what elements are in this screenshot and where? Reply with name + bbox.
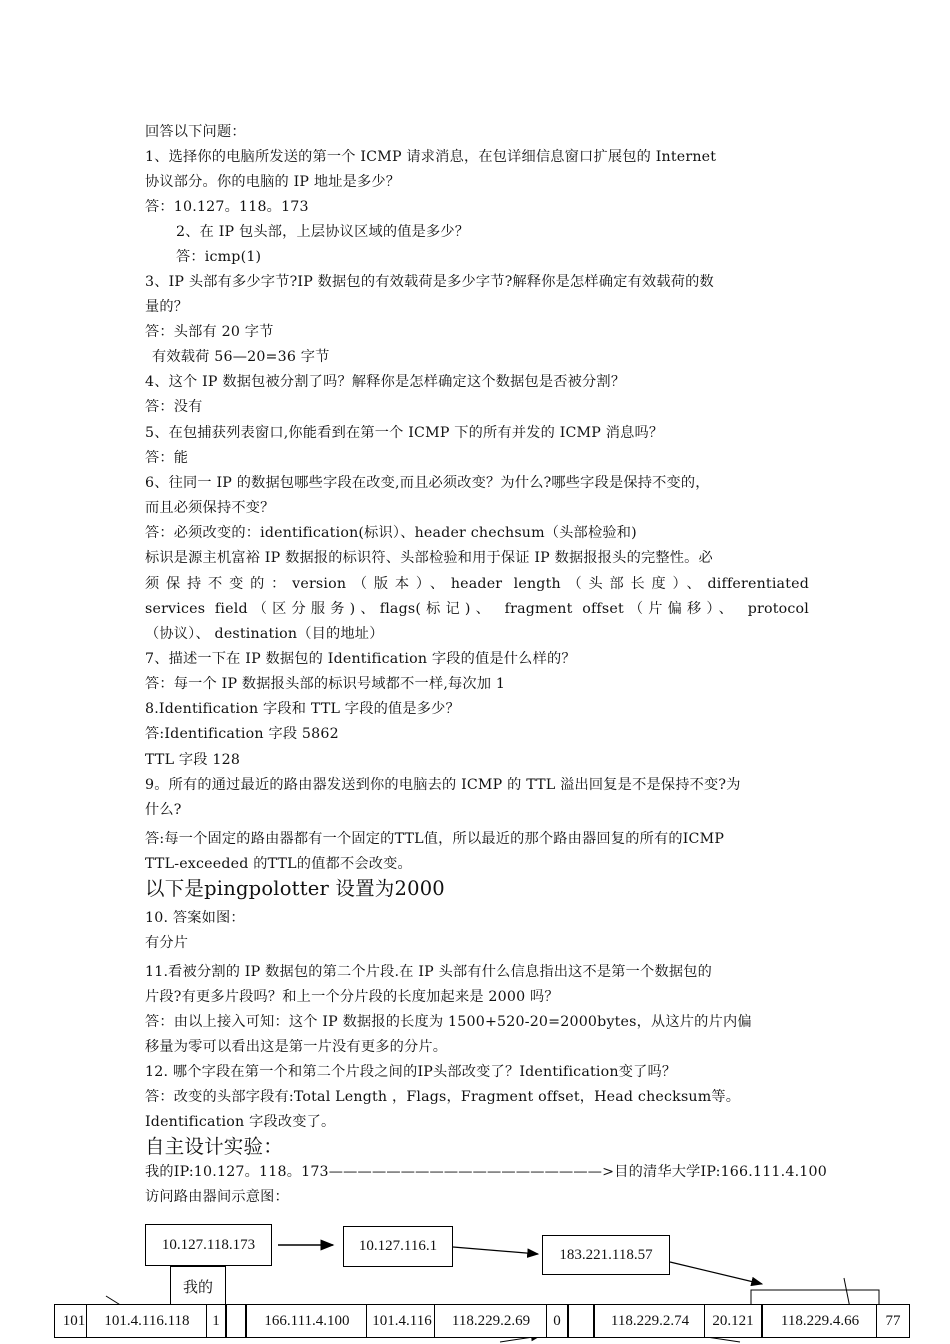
answer-12-line-2: Identification 字段改变了。: [145, 1114, 336, 1130]
question-3-line-1: 3、IP 头部有多少字节?IP 数据包的有效载荷是多少字节?解释你是怎样确定有效载荷的数: [145, 274, 714, 290]
answer-11-line-2: 移量为零可以看出这是第一片没有更多的分片。: [145, 1039, 448, 1055]
answer-8-line-2: TTL 字段 128: [145, 752, 241, 768]
question-6-line-1: 6、往同一 IP 的数据包哪些字段在改变,而且必须改变？为什么?哪些字段是保持不变的，: [145, 475, 710, 491]
diagram-caption: 访问路由器间示意图：: [145, 1189, 289, 1205]
question-1-line-2: 协议部分。你的电脑的 IP 地址是多少？: [145, 174, 401, 190]
answer-6-line-3: 须保持不变的：version（版本）、header length（头部长度）、differentiated: [145, 576, 809, 592]
router-cell: 101.4.116: [366, 1304, 438, 1338]
node-my-ip: 10.127.118.173: [145, 1224, 272, 1266]
arrow-r1-to-next: [670, 1262, 762, 1284]
question-3-line-2: 量的？: [145, 299, 189, 315]
section-heading-pingplotter: 以下是pingpolotter 设置为2000: [145, 877, 445, 900]
question-11-line-1: 11.看被分割的 IP 数据包的第二个片段.在 IP 头部有什么信息指出这不是第一个数据包的: [145, 964, 712, 980]
router-cell: 101.4.116.118: [86, 1304, 208, 1338]
answer-7: 答：每一个 IP 数据报头部的标识号域都不一样,每次加 1: [145, 676, 506, 692]
question-9-line-1: 9。所有的通过最近的路由器发送到你的电脑去的 ICMP 的 TTL 溢出回复是不是保持不变?为: [145, 777, 741, 793]
answer-2: 答：icmp(1): [176, 249, 262, 265]
answer-3-line-2: 有效载荷 56—20=36 字节: [152, 349, 330, 365]
router-cell: 0: [546, 1304, 568, 1338]
answer-10: 有分片: [145, 935, 189, 951]
route-description: 我的IP:10.127。118。173———————————————————>目的清华大学IP:166.111.4.100: [145, 1164, 827, 1180]
node-gateway: 10.127.116.1: [343, 1226, 453, 1267]
router-cell: 166.111.4.100: [246, 1304, 368, 1338]
answer-9-line-2: TTL-exceeded 的TTL的值都不会改变。: [145, 856, 412, 872]
question-12: 12. 哪个字段在第一个和第二个片段之间的IP头部改变了？Identification变了吗？: [145, 1064, 677, 1080]
question-9-line-2: 什么?: [145, 802, 182, 818]
answer-1: 答：10.127。118。173: [145, 199, 309, 215]
router-cell: [226, 1304, 246, 1338]
router-cell: 118.229.2.69: [434, 1304, 548, 1338]
router-cell: 118.229.2.74: [594, 1304, 706, 1338]
answer-6-line-5: （协议）、 destination（目的地址）: [145, 626, 384, 642]
answer-3-line-1: 答：头部有 20 字节: [145, 324, 274, 340]
arrow-gw-to-r1: [453, 1247, 538, 1254]
question-2: 2、在 IP 包头部，上层协议区域的值是多少？: [176, 224, 470, 240]
answer-8-line-1: 答:Identification 字段 5862: [145, 726, 339, 742]
answer-12-line-1: 答：改变的头部字段有:Total Length ，Flags，Fragment offset，Head checksum等。: [145, 1089, 741, 1105]
node-my-label: 我的: [170, 1266, 226, 1306]
answer-6-line-4: services field（区分服务)、flags(标记)、 fragment offset（片偏移）、 protocol: [145, 601, 809, 617]
question-8: 8.Identification 字段和 TTL 字段的值是多少？: [145, 701, 460, 717]
node-router-1: 183.221.118.57: [542, 1235, 670, 1275]
answer-6-line-1: 答：必须改变的：identification(标识）、header chechsum（头部检验和): [145, 525, 637, 541]
router-cell: 101: [54, 1304, 94, 1338]
question-1-line-1: 1、选择你的电脑所发送的第一个 ICMP 请求消息，在包详细信息窗口扩展包的 Internet: [145, 149, 717, 165]
router-cell: 118.229.4.66: [762, 1304, 878, 1338]
section-heading-experiment: 自主设计实验：: [145, 1135, 283, 1158]
router-cell: 77: [876, 1304, 910, 1338]
router-cell: [568, 1304, 594, 1338]
question-6-line-2: 而且必须保持不变？: [145, 500, 275, 516]
answer-11-line-1: 答：由以上接入可知：这个 IP 数据报的长度为 1500+520-20=2000bytes，从这片的片内偏: [145, 1014, 752, 1030]
answer-5: 答：能: [145, 450, 189, 466]
question-5: 5、在包捕获列表窗口,你能看到在第一个 ICMP 下的所有并发的 ICMP 消息吗？: [145, 425, 664, 441]
question-11-line-2: 片段?有更多片段吗？和上一个分片段的长度加起来是 2000 吗？: [145, 989, 559, 1005]
question-7: 7、描述一下在 IP 数据包的 Identification 字段的值是什么样的？: [145, 651, 576, 667]
answer-6-line-2: 标识是源主机富裕 IP 数据报的标识符、头部检验和用于保证 IP 数据报报头的完整性。必: [145, 550, 713, 566]
router-cell: 1: [206, 1304, 226, 1338]
intro-text: 回答以下问题：: [145, 124, 246, 140]
question-10: 10. 答案如图：: [145, 910, 245, 926]
answer-4: 答：没有: [145, 399, 203, 415]
router-cell: 20.121: [704, 1304, 762, 1338]
question-4: 4、这个 IP 数据包被分割了吗？解释你是怎样确定这个数据包是否被分割？: [145, 374, 626, 390]
answer-9-line-1: 答:每一个固定的路由器都有一个固定的TTL值，所以最近的那个路由器回复的所有的ICMP: [145, 831, 725, 847]
